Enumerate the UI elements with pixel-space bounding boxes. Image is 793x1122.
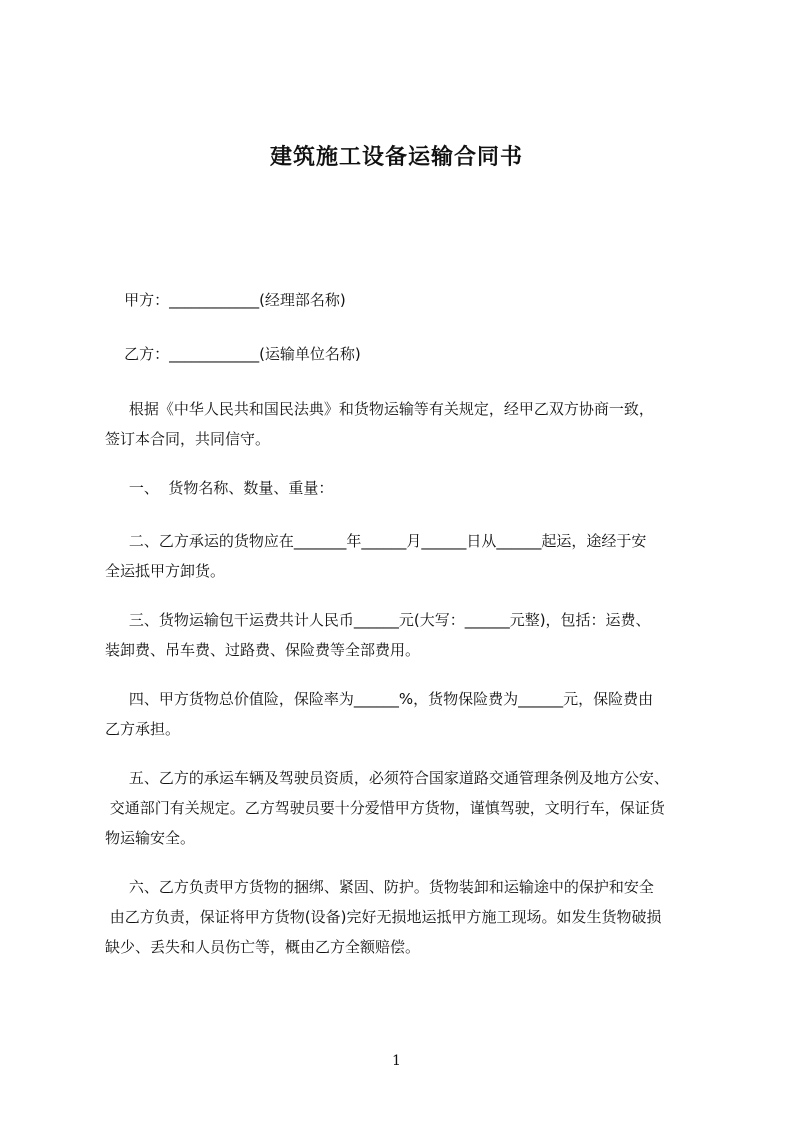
clause-4-line-2: 乙方承担。 bbox=[105, 720, 181, 738]
clause-5-line-1: 五、乙方的承运车辆及驾驶员资质，必须符合国家道路交通管理条例及地方公安、 bbox=[105, 769, 669, 787]
clause-2-line-1: 二、乙方承运的货物应在_______年______月______日从______起运，途经于安 bbox=[105, 532, 647, 550]
intro-paragraph bbox=[105, 394, 705, 454]
clause-5-line-3: 物运输安全。 bbox=[105, 829, 196, 847]
clause-6 bbox=[105, 872, 705, 962]
clause-3 bbox=[105, 605, 705, 665]
party-a-line: 甲方：____________(经理部名称) bbox=[105, 291, 346, 309]
page-number: 1 bbox=[392, 1053, 401, 1069]
clause-4-line-1: 四、甲方货物总价值险，保险率为______%，货物保险费为______元，保险费由 bbox=[105, 690, 654, 708]
clause-3-line-1: 三、货物运输包干运费共计人民币______元(大写：______元整)，包括：运费、 bbox=[105, 611, 651, 629]
party-b-line: 乙方：____________(运输单位名称) bbox=[105, 345, 361, 363]
clause-5 bbox=[105, 763, 705, 853]
clause-3-line-2: 装卸费、吊车费、过路费、保险费等全部费用。 bbox=[105, 641, 421, 659]
document-title: 建筑施工设备运输合同书 bbox=[269, 145, 523, 170]
clause-1: 一、 货物名称、数量、重量： bbox=[105, 479, 334, 497]
intro-line-1: 根据《中华人民共和国民法典》和货物运输等有关规定，经甲乙双方协商一致， bbox=[105, 400, 654, 418]
clause-4 bbox=[105, 684, 705, 744]
clause-6-line-1: 六、乙方负责甲方货物的捆绑、紧固、防护。货物装卸和运输途中的保护和安全 bbox=[105, 878, 654, 896]
clause-2 bbox=[105, 526, 705, 586]
clause-2-line-2: 全运抵甲方卸货。 bbox=[105, 562, 226, 580]
clause-6-line-2: 由乙方负责，保证将甲方货物(设备)完好无损地运抵甲方施工现场。如发生货物破损 bbox=[105, 908, 662, 926]
clause-6-line-3: 缺少、丢失和人员伤亡等，概由乙方全额赔偿。 bbox=[105, 938, 421, 956]
clause-5-line-2: 交通部门有关规定。乙方驾驶员要十分爱惜甲方货物，谨慎驾驶，文明行车，保证货 bbox=[105, 799, 665, 817]
intro-line-2: 签订本合同，共同信守。 bbox=[105, 430, 271, 448]
